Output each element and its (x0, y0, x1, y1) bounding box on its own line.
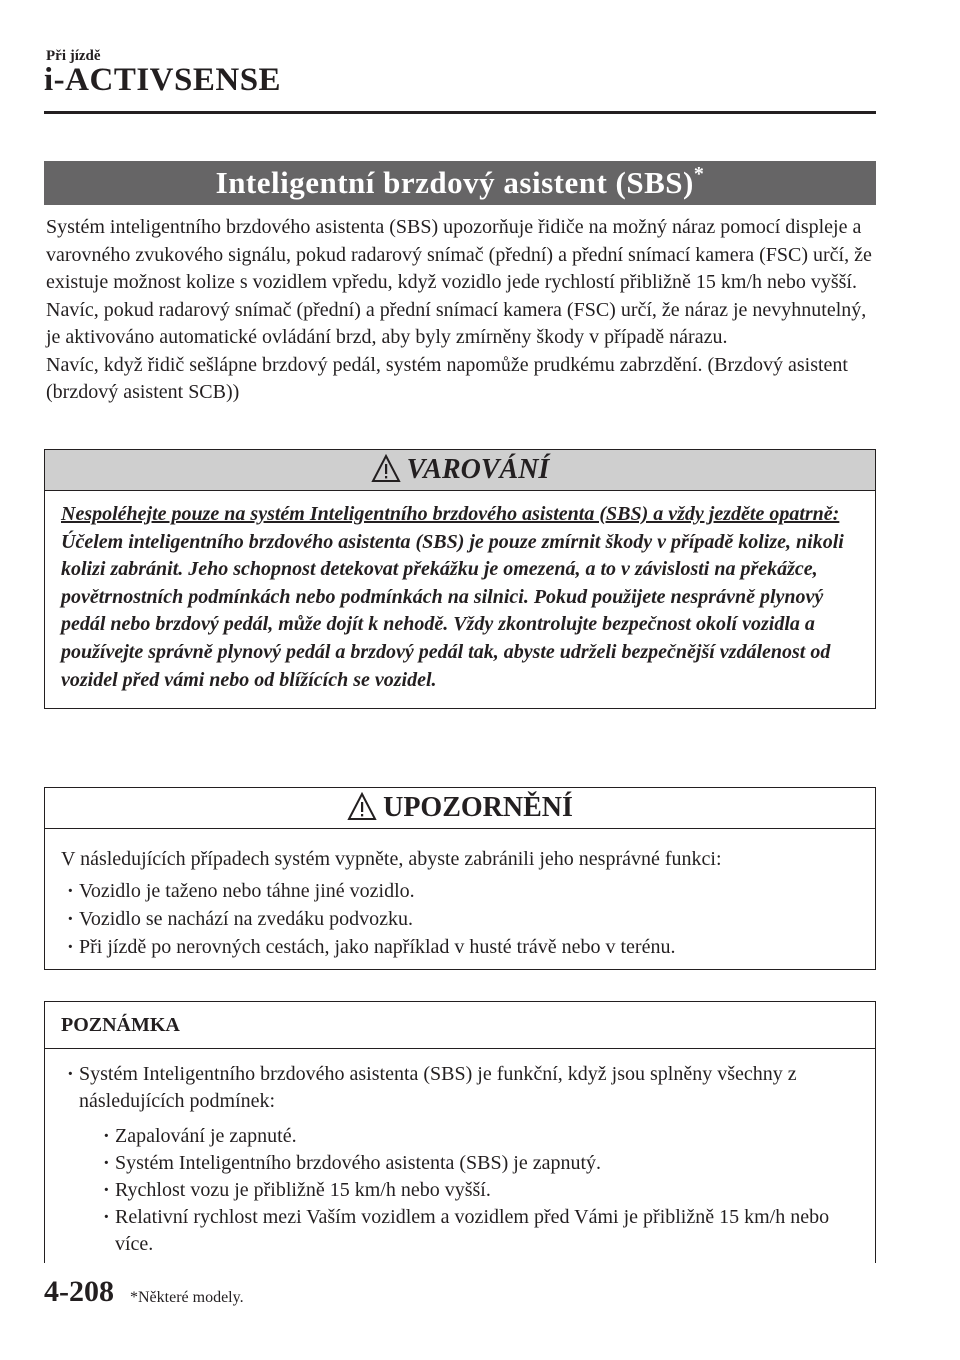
list-item: · Rychlost vozu je přibližně 15 km/h nebo vyšší. (97, 1177, 859, 1204)
warning-lead: Nespoléhejte pouze na systém Inteligentního brzdového asistenta (SBS) a vždy jezděte opatrně: (61, 503, 840, 525)
list-item: · Zapalování je zapnuté. (97, 1123, 859, 1150)
list-item: · Systém Inteligentního brzdového asistenta (SBS) je zapnutý. (97, 1150, 859, 1177)
page-title-text: Inteligentní brzdový asistent (SBS) (215, 165, 694, 200)
section-label: Při jízdě (46, 48, 101, 64)
note-sublist (97, 1123, 859, 1258)
warning-body (45, 491, 875, 708)
intro-paragraph: Systém inteligentního brzdového asistenta (SBS) upozorňuje řidiče na možný náraz pomocí displeje a varovného zvukového signálu, pokud radarový snímač (přední) a přední snímací kamera (FSC) určí, že existuje možnost kolize s vozidlem vpředu, když vozidlo jede rychlostí přibližně 15 km/h nebo vyšší. Navíc, pokud radarový snímač (přední) a přední snímací kamera (FSC) určí, že náraz je nevyhnutelný, je aktivováno automatické ovládání brzd, aby byly zmírněny škody v případě nárazu. (46, 216, 872, 348)
list-item: · Při jízdě po nerovných cestách, jako například v husté trávě nebo v terénu. (61, 933, 859, 961)
caution-body (45, 829, 875, 969)
warning-box (44, 449, 876, 709)
list-item: · Relativní rychlost mezi Vaším vozidlem a vozidlem před Vámi je přibližně 15 km/h nebo více. (97, 1204, 859, 1258)
caution-header (45, 788, 875, 829)
intro-paragraph: Navíc, když řidič sešlápne brzdový pedál, systém napomůže prudkému zabrzdění. (Brzdový asistent (brzdový asistent SCB)) (46, 353, 848, 403)
warning-triangle-icon (371, 454, 401, 484)
warning-heading: VAROVÁNÍ (406, 454, 550, 485)
caution-heading: UPOZORNĚNÍ (383, 792, 573, 823)
caution-triangle-icon (347, 792, 377, 822)
footnote: *Některé modely. (130, 1289, 244, 1306)
note-list (61, 1061, 859, 1258)
intro-text (46, 214, 876, 407)
list-item: · Vozidlo je taženo nebo táhne jiné vozidlo. (61, 877, 859, 905)
caution-list (61, 877, 859, 961)
header-divider (44, 111, 876, 114)
note-header (45, 1002, 875, 1049)
note-item-text: Systém Inteligentního brzdového asistenta (SBS) je funkční, když jsou splněny všechny z následujících podmínek: (79, 1063, 797, 1112)
note-body (45, 1049, 875, 1263)
warning-header (45, 450, 875, 491)
note-heading: POZNÁMKA (61, 1013, 180, 1036)
list-item (61, 1061, 859, 1258)
page-title (44, 161, 876, 205)
warning-text: Účelem inteligentního brzdového asistenta (SBS) je pouze zmírnit škody v případě kolize, nikoli kolizi zabránit. Jeho schopnost detekovat překážku je omezená, a to v závislosti na překážce, povětrnostních podmínkách nebo podmínkách na silnici. Pokud použijete nesprávně plynový pedál nebo brzdový pedál, může dojít k nehodě. Vždy zkontrolujte bezpečnost okolí vozidla a používejte správně plynový pedál a brzdový pedál tak, abyste udrželi bezpečnější vzdálenost od vozidel před vámi nebo od blížících se vozidel. (61, 530, 844, 691)
chapter-title: i-ACTIVSENSE (44, 62, 282, 98)
page-number: 4-208 (44, 1275, 114, 1308)
caution-box (44, 787, 876, 970)
note-box (44, 1001, 876, 1263)
list-item: · Vozidlo se nachází na zvedáku podvozku. (61, 905, 859, 933)
model-footnote-marker: * (693, 162, 705, 185)
caution-intro: V následujících případech systém vypněte, abyste zabránili jeho nesprávné funkci: (61, 848, 722, 870)
